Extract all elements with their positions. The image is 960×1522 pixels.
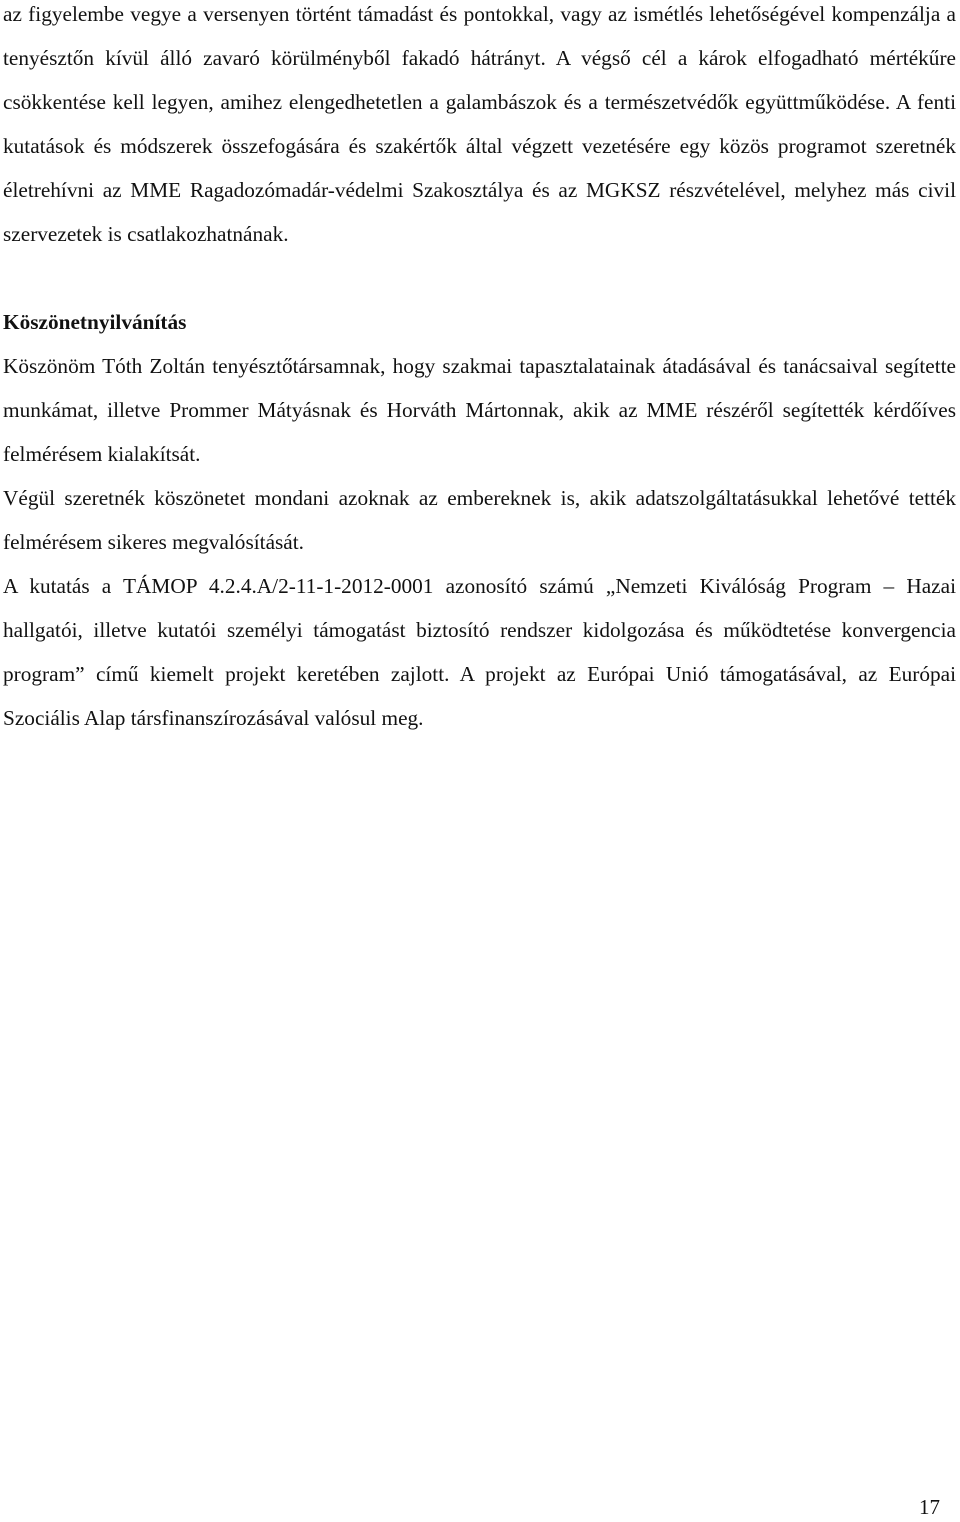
- body-paragraph-thanks: Köszönöm Tóth Zoltán tenyésztőtársamnak, hogy szakmai tapasztalatainak átadásával és tanácsaival segítette munkámat, illetve Prommer Mátyásnak és Horváth Mártonnak, akik az MME részéről segítették kérdőíves felmérésem kialakítsát.: [3, 354, 956, 466]
- page-number: 17: [919, 1495, 940, 1519]
- body-paragraph-data-providers: Végül szeretnék köszönetet mondani azoknak az embereknek is, akik adatszolgáltatásukkal lehetővé tették felmérésem sikeres megvalósítását.: [3, 486, 956, 554]
- body-paragraph-conclusion: az figyelembe vegye a versenyen történt támadást és pontokkal, vagy az ismétlés lehetőségével kompenzálja a tenyésztőn kívül álló zavaró körülményből fakadó hátrányt. A végső cél a károk elfogadható mértékűre csökkentése kell legyen, amihez elengedhetetlen a galambászok és a természetvédők együttműködése. A fenti kutatások és módszerek összefogására és szakértők által végzett vezetésére egy közös programot szeretnék életrehívni az MME Ragadozómadár-védelmi Szakosztálya és az MGKSZ részvételével, melyhez más civil szervezetek is csatlakozhatnának.: [3, 2, 956, 246]
- body-paragraph-funding: A kutatás a TÁMOP 4.2.4.A/2-11-1-2012-0001 azonosító számú „Nemzeti Kiválóság Program – Hazai hallgatói, illetve kutatói személyi támogatást biztosító rendszer kidolgozása és működtetése konvergencia program” című kiemelt projekt keretében zajlott. A projekt az Európai Unió támogatásával, az Európai Szociális Alap társfinanszírozásával valósul meg.: [3, 574, 956, 730]
- section-heading-acknowledgements: Köszönetnyilvánítás: [3, 310, 187, 334]
- document-page: [3, 0, 956, 740]
